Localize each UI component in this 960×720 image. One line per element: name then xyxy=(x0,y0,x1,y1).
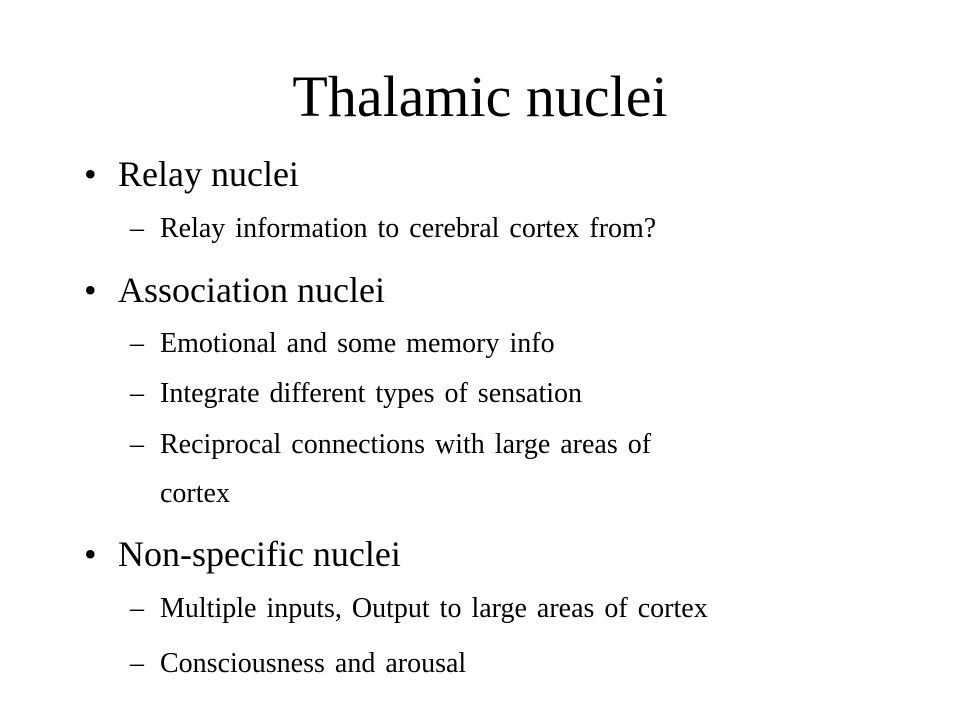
bullet-icon: • xyxy=(84,534,97,574)
dash-icon: – xyxy=(130,328,144,359)
dash-icon: – xyxy=(130,378,144,409)
sub-item-text: cortex xyxy=(160,478,230,509)
bullet-icon: • xyxy=(84,270,97,310)
dash-icon: – xyxy=(130,648,144,679)
bullet-heading: Relay nuclei xyxy=(118,154,299,194)
bullet-heading: Non-specific nuclei xyxy=(118,534,401,574)
bullet-icon: • xyxy=(84,154,97,194)
sub-item-text: Integrate different types of sensation xyxy=(160,378,583,409)
dash-icon: – xyxy=(130,593,144,624)
sub-item-text: Relay information to cerebral cortex from? xyxy=(160,213,657,244)
sub-item-text: Multiple inputs, Output to large areas of cortex xyxy=(160,593,708,624)
bullet-heading: Association nuclei xyxy=(118,270,385,310)
sub-item-text: Emotional and some memory info xyxy=(160,328,555,359)
dash-icon: – xyxy=(130,213,144,244)
dash-icon: – xyxy=(130,429,144,460)
sub-item-text: Reciprocal connections with large areas of xyxy=(160,429,652,460)
slide-title: Thalamic nuclei xyxy=(292,64,668,129)
sub-item-text: Consciousness and arousal xyxy=(160,648,467,679)
